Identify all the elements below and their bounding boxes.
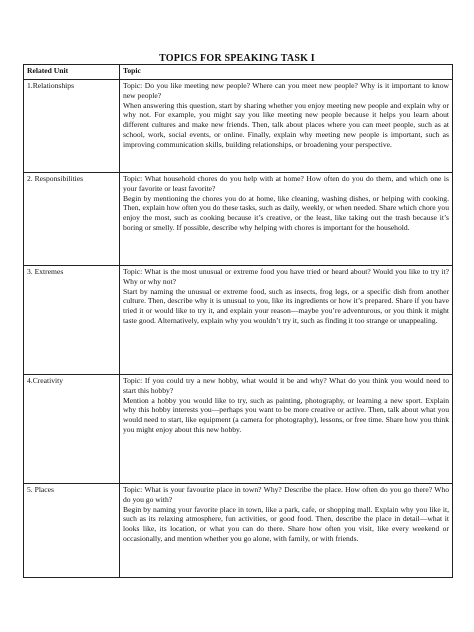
topic-question: Topic: If you could try a new hobby, what would it be and why? What do you think you would need to start this hobby? — [123, 376, 449, 395]
topic-question: Topic: Do you like meeting new people? Where can you meet new people? Why is it important to know new people? — [123, 81, 449, 100]
topic-guidance: Mention a hobby you would like to try, such as painting, photography, or learning a new sport. Explain why this hobby interests you—perhaps you want to be more creative or active. Then, talk about what you would need to start, like equipment (a camera for photography), lessons, or free time. Share how you think you might enjoy about this new hobby. — [123, 395, 449, 434]
table-row — [24, 266, 453, 375]
unit-cell: 2. Responsibilities — [24, 173, 120, 266]
unit-cell: 3. Extremes — [24, 266, 120, 375]
speaking-topics-table — [23, 64, 453, 578]
topic-guidance: Begin by naming your favorite place in town, like a park, cafe, or shopping mall. Explain why you like it, such as its relaxing atmosphere, fun activities, or good food. Then, describe the place in detail—what it looks like, its location, or what you can do there. Share how often you visit, like every weekend or occasionally, and mention whether you go alone, with family, or with friends. — [123, 504, 449, 543]
topic-guidance: When answering this question, start by sharing whether you enjoy meeting new people and explain why or why not. For example, you might say you like meeting new people because it helps you learn about different cultures and make new friends. Then, talk about places where you can meet people, such as at school, work, social events, or online. Finally, explain why meeting new people is important, such as improving communication skills, building relationships, or broadening your perspective. — [123, 100, 449, 149]
topic-question: Topic: What is the most unusual or extreme food you have tried or heard about? Would you like to try it? Why or why not? — [123, 267, 449, 286]
topic-cell — [120, 266, 453, 375]
unit-cell: 5. Places — [24, 484, 120, 578]
topic-cell — [120, 484, 453, 578]
topic-question: Topic: What is your favourite place in town? Why? Describe the place. How often do you go there? Who do you go with? — [123, 485, 449, 504]
document-title: TOPICS FOR SPEAKING TASK I — [159, 53, 315, 64]
header-topic: Topic — [120, 65, 453, 80]
unit-cell: 4.Creativity — [24, 375, 120, 484]
table-row — [24, 80, 453, 173]
topic-guidance: Begin by mentioning the chores you do at home, like cleaning, washing dishes, or helping with cooking. Then, explain how often you do these tasks, such as daily, weekly, or when needed. Share which chore you enjoy the most, such as cooking because it’s creative, or the least, like taking out the trash because it’s boring or smelly. If possible, describe why helping with chores is important for the household. — [123, 193, 449, 232]
topic-cell — [120, 80, 453, 173]
topic-cell — [120, 375, 453, 484]
header-related-unit: Related Unit — [24, 65, 120, 80]
topic-cell — [120, 173, 453, 266]
topic-guidance: Start by naming the unusual or extreme food, such as insects, frog legs, or a specific dish from another culture. Then, describe why it is unusual to you, like its ingredients or how it’s prepared. Share if you have tried it or would like to try it, and explain your reason—maybe you’re adventurous, or you think it might taste good. Alternatively, explain why you wouldn’t try it, such as finding it too strange or unappealing. — [123, 286, 449, 325]
unit-cell: 1.Relationships — [24, 80, 120, 173]
table-row — [24, 484, 453, 578]
table-row — [24, 375, 453, 484]
table-header-row — [24, 65, 453, 80]
topic-question: Topic: What household chores do you help with at home? How often do you do them, and which one is your favorite or least favorite? — [123, 174, 449, 193]
table-row — [24, 173, 453, 266]
